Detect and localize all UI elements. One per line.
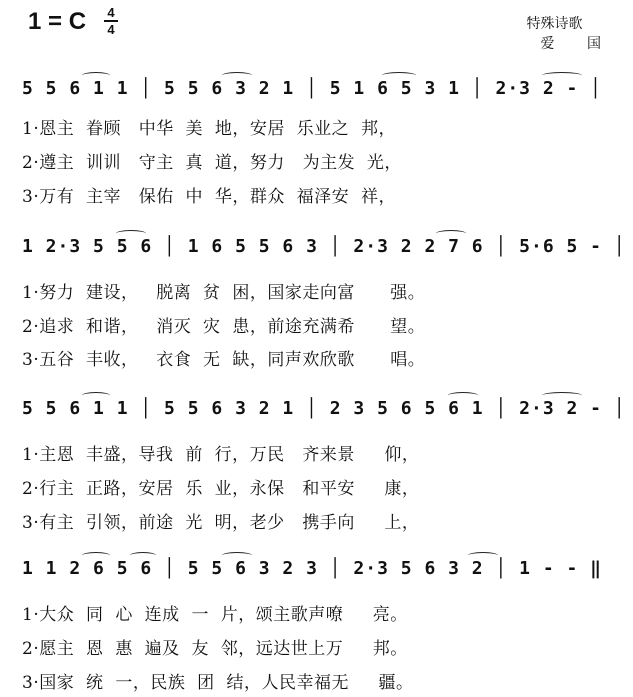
slur: [116, 230, 146, 237]
lyric-2-verse-3: 3·五谷 丰收， 衣食 无 缺，同声欢欣歌 唱。: [22, 350, 426, 370]
slur: [222, 552, 252, 559]
lyric-4-verse-2: 2·愿主 恩 惠 遍及 友 邻，远达世上万 邦。: [22, 639, 408, 659]
notes-line-1: 5 5 6 1 1 │ 5 5 6 3 2 1 │ 5 1 6 5 3 1 │ 2·3 2 - │: [22, 78, 603, 99]
slur: [448, 392, 478, 399]
slur: [436, 230, 466, 237]
notes-line-2: 1 2·3 5 5 6 │ 1 6 5 5 6 3 │ 2·3 2 2 7 6 │ 5·6 5 - │: [22, 236, 626, 257]
credit-subtitle: 爱 国: [540, 36, 615, 52]
slur: [542, 392, 582, 399]
slur: [468, 552, 498, 559]
lyric-3-verse-1: 1·主恩 丰盛，导我 前 行，万民 齐来景 仰，: [22, 445, 420, 465]
slur: [82, 392, 110, 399]
lyric-1-verse-2: 2·遵主 训训 守主 真 道，努力 为主发 光，: [22, 153, 402, 173]
lyric-1-verse-3: 3·万有 主宰 保佑 中 华，群众 福泽安 祥，: [22, 187, 396, 207]
slur: [82, 72, 110, 79]
slur: [222, 72, 252, 79]
time-signature: [104, 6, 118, 36]
slur: [542, 72, 582, 79]
slur: [82, 552, 110, 559]
slur: [130, 552, 156, 559]
credit: [527, 14, 615, 54]
slur: [382, 72, 416, 79]
time-top: 4: [107, 5, 115, 20]
notes-line-3: 5 5 6 1 1 │ 5 5 6 3 2 1 │ 2 3 5 6 5 6 1 │ 2·3 2 - │: [22, 398, 626, 419]
lyric-3-verse-3: 3·有主 引领，前途 光 明，老少 携手向 上，: [22, 513, 420, 533]
lyric-1-verse-1: 1·恩主 眷顾 中华 美 地，安居 乐业之 邦，: [22, 119, 396, 139]
credit-title: 特殊诗歌: [526, 16, 583, 32]
lyric-4-verse-3: 3·国家 统 一，民族 团 结，人民幸福无 疆。: [22, 673, 414, 693]
time-bottom: 4: [107, 22, 115, 37]
lyric-2-verse-1: 1·努力 建设， 脱离 贫 困，国家走向富 强。: [22, 283, 426, 303]
lyric-3-verse-2: 2·行主 正路，安居 乐 业，永保 和平安 康，: [22, 479, 420, 499]
lyric-2-verse-2: 2·追求 和谐， 消灭 灾 患，前途充满希 望。: [22, 317, 426, 337]
key-signature: 1 = C: [28, 8, 87, 35]
lyric-4-verse-1: 1·大众 同 心 连成 一 片，颂主歌声嘹 亮。: [22, 605, 408, 625]
notes-line-4: 1 1 2 6 5 6 │ 5 5 6 3 2 3 │ 2·3 5 6 3 2 │ 1 - - ‖: [22, 558, 603, 579]
